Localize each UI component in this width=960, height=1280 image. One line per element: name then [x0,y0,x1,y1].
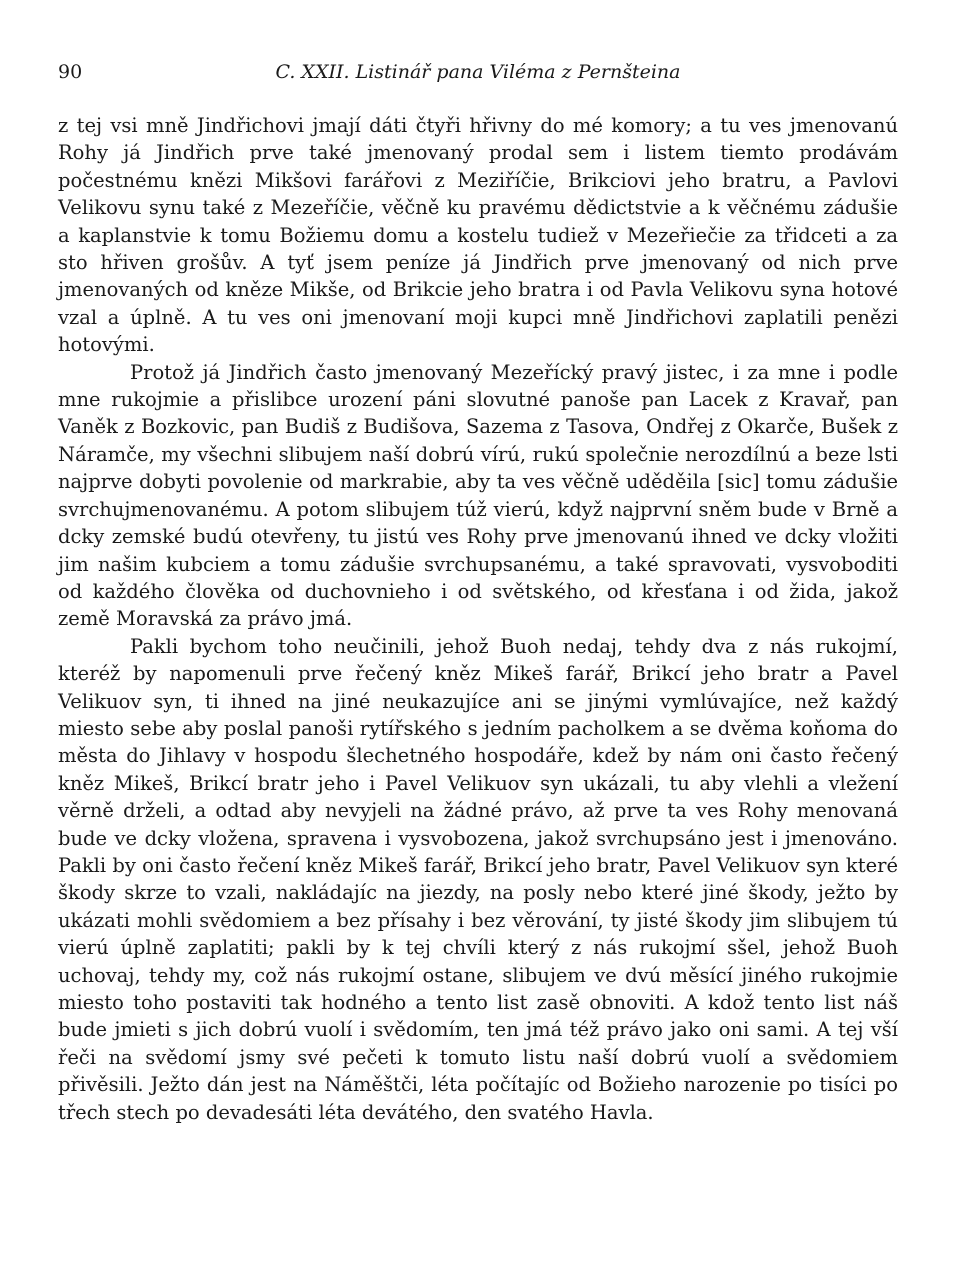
body-text [58,112,898,1126]
document-page [58,58,898,1126]
paragraph: z tej vsi mně Jindřichovi jmají dáti čtyři hřivny do mé komory; a tu ves jmenovanú Rohy já Jindřich prve také jmenovaný prodal sem i listem tiemto prodávám počestnému knězi Mikšovi farářovi z Meziříčie, Brikciovi jeho bratru, a Pavlovi Velikovu synu také z Mezeříčie, věčně ku pravému dědictstvie a k věčnému zádušie a kaplanstvie k tomu Božiemu domu a kostelu tudiež v Mezeřiečie za třidceti a za sto hřiven grošův. A tyť jsem peníze já Jindřich prve jmenovaný od nich prve jmenovaných od kněze Mikše, od Brikcie jeho bratra i od Pavla Velikovu syna hotové vzal a úplně. A tu ves oni jmenovaní moji kupci mně Jindřichovi zaplatili penězi hotovými. [58,114,898,357]
running-head [58,58,898,98]
paragraph: Protož já Jindřich často jmenovaný Mezeřícký pravý jistec, i za mne i podle mne rukojmie a přislibce urození páni slovutné panoše pan Lacek z Kravař, pan Vaněk z Bozkovic, pan Budiš z Budišova, Sazema z Tasova, Ondřej z Okarče, Bušek z Náramče, my všechni slibujem naší dobrú vírú, rukú společnie nerozdílnú a beze lsti najprve dobyti povolenie od markrabie, aby ta ves věčně uděděila [sic] tomu zádušie svrchujmenovanému. A potom slibujem túž vierú, když najprvní sněm bude v Brně a dcky zemské budú otevřeny, tu jistú ves Rohy prve jmenovanú ihned ve dcky vložiti jim našim kubciem a tomu zádušie svrchupsanému, a také spravovati, vysvoboditi od každého člověka od duchovnieho i od světského, od křesťana i od žida, jakož země Moravská za právo jmá. [58,360,898,631]
page-number: 90 [58,61,83,83]
paragraph: Pakli bychom toho neučinili, jehož Buoh nedaj, tehdy dva z nás rukojmí, kteréž by napomenuli prve řečený kněz Mikeš farář, Brikcí jeho bratr a Pavel Velikuov syn, ti ihned na jiné neukazujíce ani se jinými vymlúvajíce, než každý miesto sebe aby poslal panoši rytířského s jedním pacholkem a se dvěma koňoma do města do Jihlavy v hospodu šlechetného hospodáře, kdež by nám oni často řečený kněz Mikeš, Brikcí bratr jeho i Pavel Velikuov syn ukázali, tu aby vlehli a vležení věrně drželi, a odtad aby nevyjeli na žádné právo, až prve ta ves Rohy menovaná bude ve dcky vložena, spravena i vysvobozena, jakož svrchupsáno jest i jmenováno. Pakli by oni často řečení kněz Mikeš farář, Brikcí jeho bratr, Pavel Velikuov syn které škody skrze to vzali, nakládajíc na jiezdy, na posly nebo které jiné škody, ježto by ukázati mohli svědomiem a bez přísahy i bez věrování, ty jisté škody jim slibujem tú vierú úplně zaplatiti; pakli by k tej chvíli který z nás rukojmí sšel, jehož Buoh uchovaj, tehdy my, což nás rukojmí ostane, slibujem ve dvú měsící jiného rukojmie miesto toho postaviti tak hodného a tento list zasě obnoviti. A kdož tento list náš bude jmieti s jich dobrú vuolí i svědomím, ten jmá též právo jako oni sami. A tej vší řeči na svědomí jsmy své pečeti k tomuto listu naší dobrú vuolí a svědomiem přivěsili. Ježto dán jest na Náměštči, léta počítajíc od Božieho narozenie po tisíci po třech stech po devadesáti léta devátého, den svatého Havla. [58,634,898,1124]
running-title: C. XXII. Listinář pana Viléma z Pernšteina [275,61,681,83]
